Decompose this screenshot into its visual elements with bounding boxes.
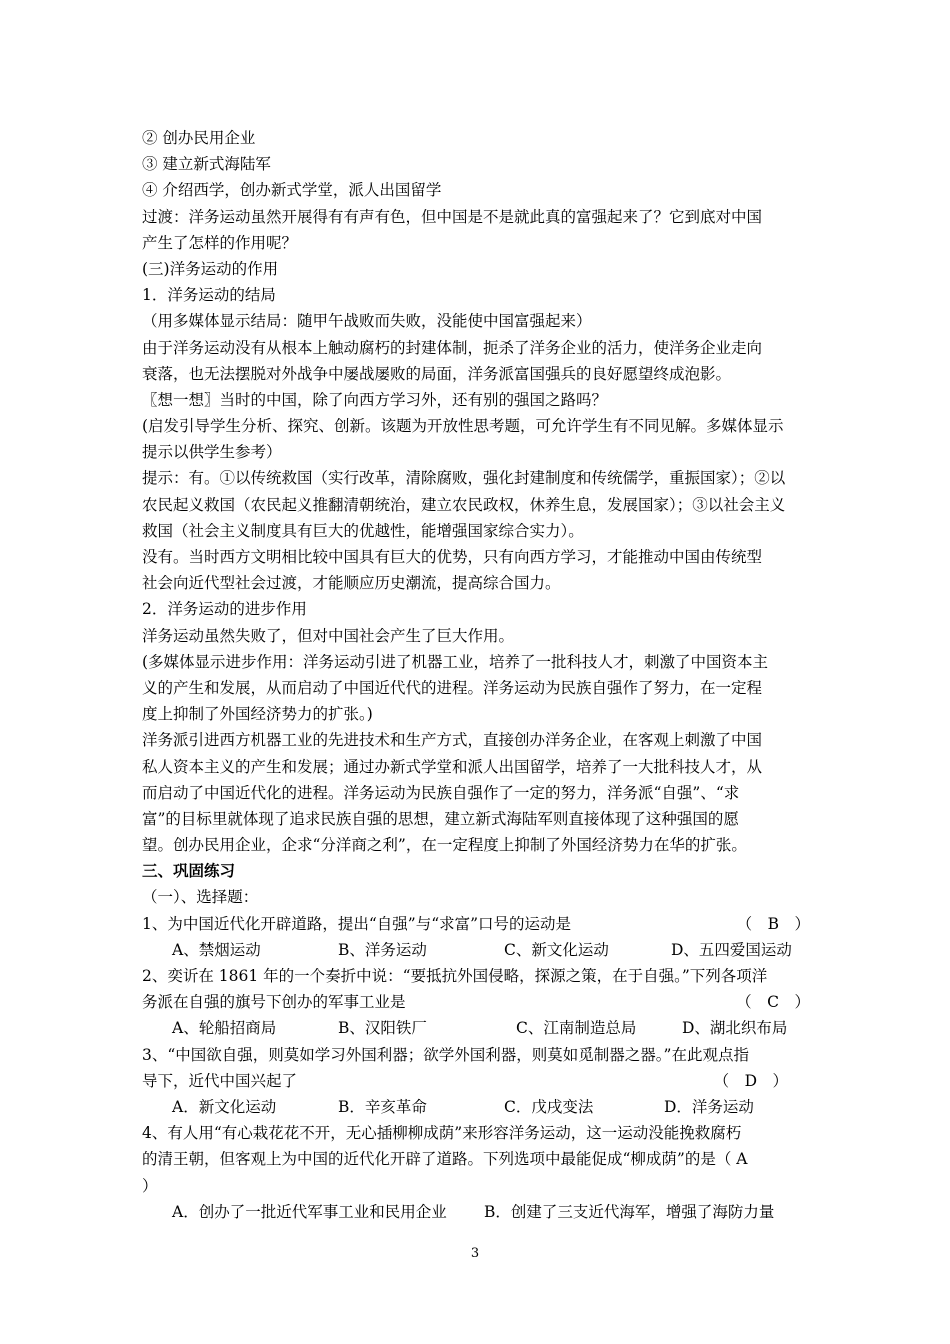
answer-bracket: （ B ） (736, 914, 810, 933)
subheading: 1．洋务运动的结局 (142, 286, 276, 305)
text-line: (启发引导学生分析、探究、创新。该题为开放性思考题，可允许学生有不同见解。多媒体显示 (142, 417, 784, 436)
text-line: 没有。当时西方文明相比较中国具有巨大的优势，只有向西方学习，才能推动中国由传统型 (142, 548, 763, 566)
question-stem: 3、“中国欲自强，则莫如学习外国利器；欲学外国利器，则莫如觅制器之器。”在此观点指 (142, 1045, 749, 1064)
option-a: A、轮船招商局 (172, 1019, 277, 1038)
question-1 (142, 911, 818, 937)
question-stem: ） (142, 1176, 158, 1195)
options-row (142, 1015, 818, 1041)
question-stem: 2、奕䜣在 1861 年的一个奏折中说：“要抵抗外国侵略，探源之策，在于自强。”下列各项洋 (142, 967, 768, 985)
page-number: 3 (470, 1246, 480, 1261)
option-d: D．洋务运动 (664, 1097, 754, 1116)
section-heading: 三、巩固练习 (142, 861, 236, 881)
page-body (142, 125, 818, 1225)
text-line: ② 创办民用企业 (142, 129, 256, 147)
option-a: A、禁烟运动 (172, 940, 261, 959)
text-line: 救国（社会主义制度具有巨大的优越性，能增强国家综合实力）。 (142, 521, 584, 540)
text-line: ④ 介绍西学，创办新式学堂，派人出国留学 (142, 181, 442, 200)
text-line: 度上抑制了外国经济势力的扩张。) (142, 705, 373, 724)
answer-bracket: （ D ） (713, 1071, 788, 1090)
option-b: B、汉阳铁厂 (338, 1019, 427, 1038)
option-a: A．新文化运动 (172, 1097, 277, 1116)
text-line: (多媒体显示进步作用：洋务运动引进了机器工业，培养了一批科技人才，刺激了中国资本主 (142, 652, 769, 671)
text-line: 产生了怎样的作用呢？ (142, 233, 298, 252)
options-row (142, 1199, 818, 1225)
options-row (142, 1094, 818, 1120)
question-3 (142, 1068, 818, 1094)
text-line: 衰落，也无法摆脱对外战争中屡战屡败的局面，洋务派富国强兵的良好愿望终成泡影。 (142, 364, 732, 383)
text-line: 提示：有。①以传统救国（实行改革，清除腐败，强化封建制度和传统儒学，重振国家）；②以 (142, 469, 786, 488)
option-a: A．创办了一批近代军事工业和民用企业 (172, 1202, 447, 1221)
option-b: B、洋务运动 (338, 940, 427, 959)
text-line: 过渡：洋务运动虽然开展得有有声有色，但中国是不是就此真的富强起来了？它到底对中国 (142, 207, 763, 226)
answer-bracket: （ C ） (736, 993, 810, 1012)
text-line: 农民起义救国（农民起义推翻清朝统治，建立农民政权，休养生息，发展国家）；③以社会主义 (142, 495, 786, 514)
text-line: （用多媒体显示结局：随甲午战败而失败，没能使中国富强起来） (142, 312, 592, 331)
option-c: C、江南制造总局 (516, 1019, 637, 1038)
text-line: 社会向近代型社会过渡，才能顺应历史潮流，提高综合国力。 (142, 574, 561, 593)
text-line: 洋务派引进西方机器工业的先进技术和生产方式，直接创办洋务企业，在客观上刺激了中国 (142, 731, 763, 750)
text-line: 私人资本主义的产生和发展；通过办新式学堂和派人出国留学，培养了一大批科技人才，从 (142, 757, 763, 776)
text-line: 由于洋务运动没有从根本上触动腐朽的封建体制，扼杀了洋务企业的活力，使洋务企业走向 (142, 338, 763, 357)
text-line: 望。创办民用企业，企求“分洋商之利”，在一定程度上抑制了外国经济势力在华的扩张。 (142, 836, 747, 855)
question-stem: 4、有人用“有心栽花花不开，无心插柳柳成荫”来形容洋务运动，这一运动没能挽救腐朽 (142, 1124, 742, 1143)
text-line: 〖想一想〗当时的中国，除了向西方学习外，还有别的强国之路吗？ (142, 390, 608, 409)
question-stem: 的清王朝，但客观上为中国的近代化开辟了道路。下列选项中最能促成“柳成荫”的是（ A (142, 1150, 748, 1169)
subsection-heading: （一）、选择题： (142, 888, 259, 907)
text-line: 提示以供学生参考） (142, 443, 282, 462)
subheading: 2．洋务运动的进步作用 (142, 600, 307, 619)
text-line: 洋务运动虽然失败了，但对中国社会产生了巨大作用。 (142, 626, 515, 645)
option-d: D、五四爱国运动 (671, 940, 792, 959)
subheading: (三)洋务运动的作用 (142, 259, 279, 278)
option-c: C．戊戌变法 (504, 1097, 594, 1116)
text-line: 义的产生和发展，从而启动了中国近代代的进程。洋务运动为民族自强作了努力，在一定程 (142, 678, 763, 697)
question-stem: 务派在自强的旗号下创办的军事工业是 (142, 993, 406, 1012)
question-stem: 导下，近代中国兴起了 (142, 1071, 298, 1090)
option-b: B．创建了三支近代海军，增强了海防力量 (484, 1202, 775, 1221)
question-2 (142, 989, 818, 1015)
options-row (142, 937, 818, 963)
question-stem: 1、为中国近代化开辟道路，提出“自强”与“求富”口号的运动是 (142, 914, 572, 933)
text-line: 富”的目标里就体现了追求民族自强的思想，建立新式海陆军则直接体现了这种强国的愿 (142, 809, 739, 828)
option-d: D、湖北织布局 (682, 1019, 788, 1038)
option-c: C、新文化运动 (504, 940, 609, 959)
option-b: B．辛亥革命 (338, 1097, 427, 1116)
text-line: 而启动了中国近代化的进程。洋务运动为民族自强作了一定的努力，洋务派“自强”、“求 (142, 783, 740, 802)
text-line: ③ 建立新式海陆军 (142, 155, 271, 174)
